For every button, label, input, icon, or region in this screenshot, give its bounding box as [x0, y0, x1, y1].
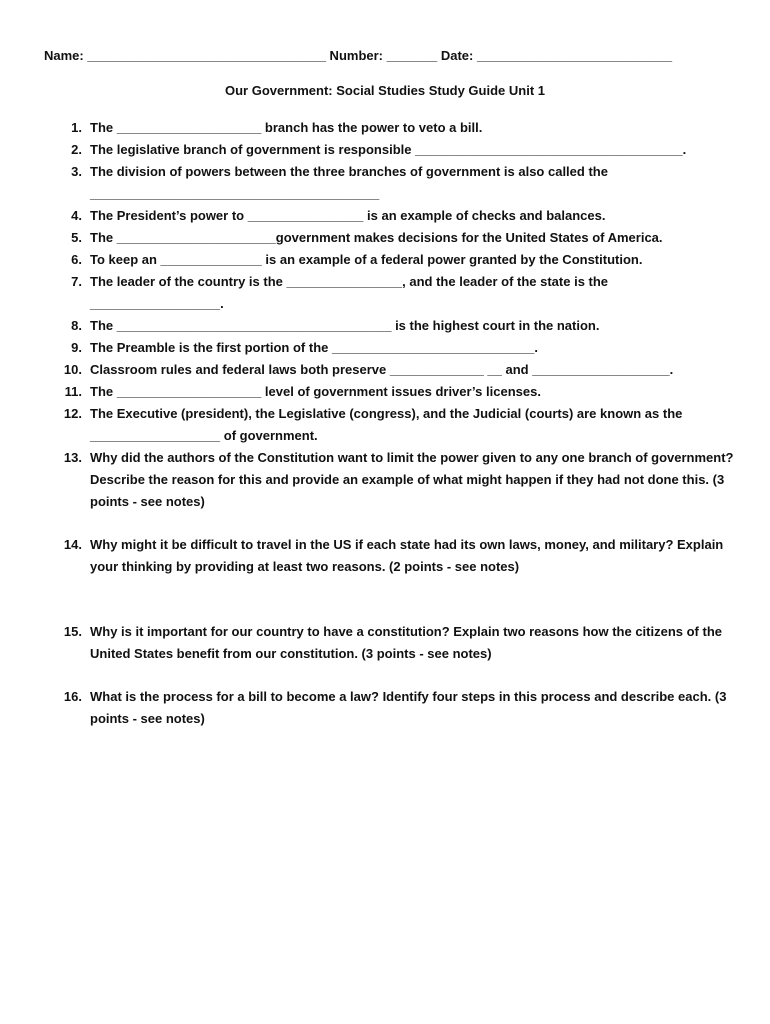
question-number: 7.: [71, 274, 82, 289]
question-text: Classroom rules and federal laws both preserve _____________ __ and ___________________.: [90, 362, 674, 377]
question-number: 5.: [71, 230, 82, 245]
question-number: 6.: [71, 252, 82, 267]
question-10: [44, 359, 734, 381]
question-number: 15.: [63, 624, 82, 639]
question-14: [44, 534, 734, 578]
question-5: [44, 227, 734, 249]
question-text: Why is it important for our country to have a constitution? Explain two reasons how the citizens of the United States benefit from our constitution. (3 points - see notes): [90, 624, 726, 661]
question-text: The President’s power to ________________ is an example of checks and balances.: [90, 208, 606, 223]
question-3: [44, 161, 734, 205]
question-11: [44, 381, 734, 403]
question-text: The ____________________ level of government issues driver’s licenses.: [90, 384, 541, 399]
question-9: [44, 337, 734, 359]
question-text: The ______________________________________ is the highest court in the nation.: [90, 318, 600, 333]
question-4: [44, 205, 734, 227]
question-text: The legislative branch of government is responsible _____________________________________.: [90, 142, 687, 157]
question-number: 3.: [71, 164, 82, 179]
question-text: Why did the authors of the Constitution want to limit the power given to any one branch of government? Describe the reason for this and provide an example of what might happen if they had not done this. (3 points - see notes): [90, 450, 738, 509]
page-title: Our Government: Social Studies Study Guide Unit 1: [225, 83, 545, 98]
question-1: [44, 117, 734, 139]
question-number: 13.: [63, 450, 82, 465]
question-text: The ____________________ branch has the power to veto a bill.: [90, 120, 483, 135]
question-7: [44, 271, 734, 315]
question-number: 11.: [64, 384, 82, 399]
question-text: The leader of the country is the ________________, and the leader of the state is the __________________.: [90, 274, 609, 311]
question-number: 16.: [63, 689, 82, 704]
question-text: The ______________________government makes decisions for the United States of America.: [90, 230, 663, 245]
question-text: What is the process for a bill to become a law? Identify four steps in this process and describe each. (3 points - see notes): [90, 689, 731, 726]
question-number: 9.: [71, 340, 82, 355]
question-number: 12.: [63, 406, 82, 421]
question-12: [44, 403, 734, 447]
question-text: The Preamble is the first portion of the ____________________________.: [90, 340, 539, 355]
question-number: 8.: [71, 318, 82, 333]
question-number: 1.: [71, 120, 82, 135]
question-text: The Executive (president), the Legislative (congress), and the Judicial (courts) are known as the __________________ of government.: [90, 406, 683, 443]
question-number: 2.: [71, 142, 82, 157]
question-15: [44, 621, 734, 665]
question-2: [44, 139, 734, 161]
question-13: [44, 447, 738, 513]
header-fields: Name: _________________________________ Number: _______ Date: ___________________________: [44, 48, 673, 63]
question-16: [44, 686, 734, 730]
question-number: 4.: [71, 208, 82, 223]
question-number: 14.: [63, 537, 82, 552]
question-8: [44, 315, 734, 337]
question-text: The division of powers between the three branches of government is also called the ________________________________________: [90, 164, 608, 201]
question-list: [44, 117, 738, 730]
question-6: [44, 249, 734, 271]
question-text: To keep an ______________ is an example of a federal power granted by the Constitution.: [90, 252, 643, 267]
question-text: Why might it be difficult to travel in the US if each state had its own laws, money, and military? Explain your thinking by providing at least two reasons. (2 points - see notes): [90, 537, 727, 574]
question-number: 10.: [63, 362, 82, 377]
